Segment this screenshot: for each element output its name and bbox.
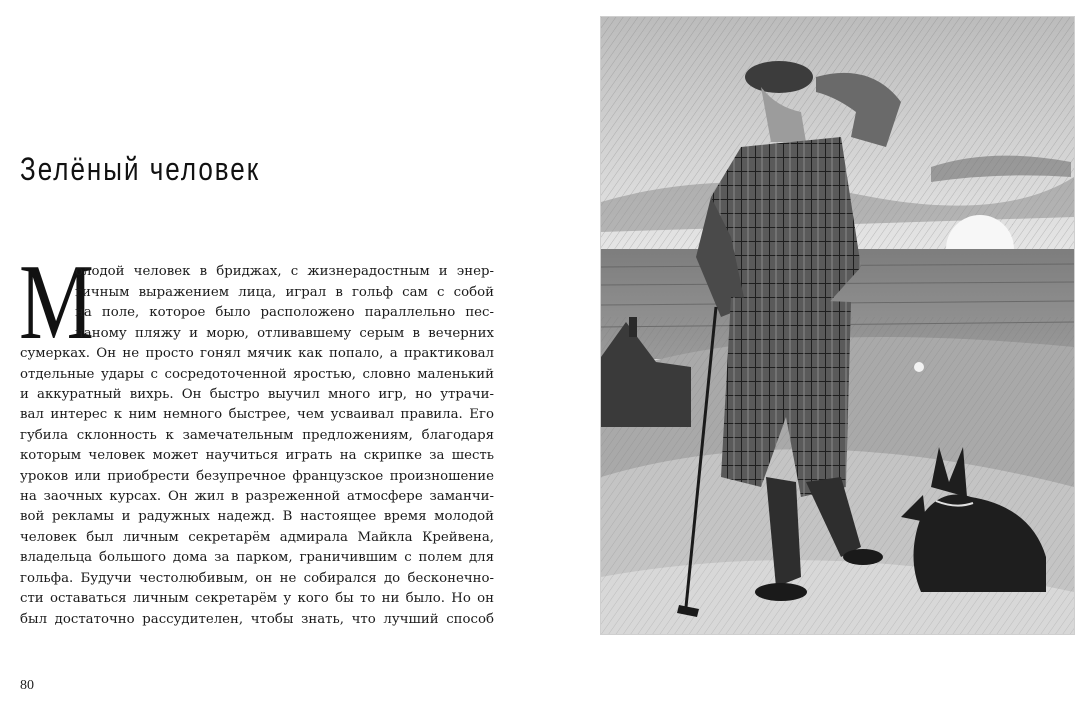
text-line: губила склонность к замечательным предложениям, благодаря xyxy=(20,428,494,443)
text-line: отдельные удары с сосредоточенной яростью, словно маленький xyxy=(20,367,494,382)
text-line: человек был личным секретарём адмирала Майкла Крейвена, xyxy=(20,530,494,545)
text-line: на заочных курсах. Он жил в разреженной атмосфере заманчи- xyxy=(20,489,494,504)
text-line: которым человек может научиться играть на скрипке за шесть xyxy=(20,448,494,463)
text-line: уроков или приобрести безупречное французское произношение xyxy=(20,469,494,484)
text-line: был достаточно рассудителен, чтобы знать, что лучший способ xyxy=(20,612,494,627)
text-line: гольфа. Будучи честолюбивым, он не собирался до бесконечно- xyxy=(20,571,494,586)
text-line: вал интерес к ним немного быстрее, чем усваивал правила. Его xyxy=(20,407,494,422)
text-line: сумерках. Он не просто гонял мячик как попало, а практиковал xyxy=(20,346,494,361)
page-number: 80 xyxy=(20,678,34,693)
chapter-title: Зелёный человек xyxy=(20,150,261,188)
golfer-illustration xyxy=(600,16,1075,635)
text-line: чаному пляжу и морю, отливавшему серым в вечерних xyxy=(75,326,494,341)
text-line: олодой человек в бриджах, с жизнерадостным и энер- xyxy=(75,264,494,279)
text-line: владельца большого дома за парком, граничившим с полем для xyxy=(20,550,494,565)
text-line: сти оставаться личным секретарём у кого бы то ни было. Но он xyxy=(20,591,494,606)
drop-cap: М xyxy=(19,243,94,362)
golf-ball xyxy=(914,362,924,372)
text-line: на поле, которое было расположено параллельно пес- xyxy=(75,305,494,320)
text-line: вой рекламы и радужных надежд. В настоящее время молодой xyxy=(20,509,494,524)
text-line: и аккуратный вихрь. Он быстро выучил много игр, но утрачи- xyxy=(20,387,494,402)
text-line: гичным выражением лица, играл в гольф сам с собой xyxy=(75,285,494,300)
